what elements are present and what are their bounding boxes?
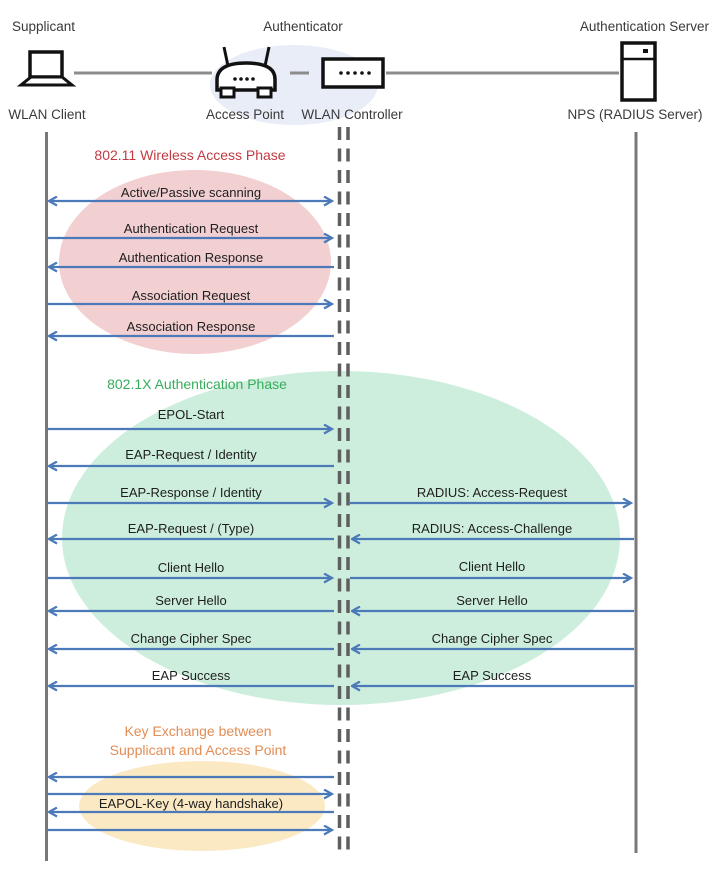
msg-epol-start: EPOL-Start	[157, 407, 225, 422]
msg-change-cipher-spec-right: Change Cipher Spec	[431, 631, 553, 646]
msg-radius-access-challenge: RADIUS: Access-Challenge	[411, 521, 573, 536]
phase-title-key-exchange-line1: Key Exchange between	[124, 723, 272, 739]
node-label-wlan-client: WLAN Client	[8, 107, 86, 122]
msg-client-hello-right: Client Hello	[458, 559, 526, 574]
msg-eap-success-left: EAP Success	[151, 668, 231, 683]
msg-eap-response-identity: EAP-Response / Identity	[120, 485, 262, 500]
role-authenticator: Authenticator	[263, 19, 343, 34]
msg-active-passive-scanning: Active/Passive scanning	[120, 185, 262, 200]
msg-authentication-response: Authentication Response	[118, 250, 264, 265]
laptop-icon	[21, 52, 72, 85]
msg-radius-access-request: RADIUS: Access-Request	[416, 485, 568, 500]
node-label-nps-radius-server: NPS (RADIUS Server)	[567, 107, 703, 122]
phase-title-wireless-access: 802.11 Wireless Access Phase	[94, 147, 286, 163]
msg-association-response: Association Response	[126, 319, 256, 334]
node-label-wlan-controller: WLAN Controller	[301, 107, 403, 122]
role-supplicant: Supplicant	[12, 19, 76, 34]
phase-title-authentication: 802.1X Authentication Phase	[107, 376, 287, 392]
wlan-controller-icon	[323, 59, 383, 87]
msg-client-hello-left: Client Hello	[157, 560, 225, 575]
msg-eapol-key: EAPOL-Key (4-way handshake)	[98, 796, 284, 811]
phase-title-key-exchange-line2: Supplicant and Access Point	[109, 742, 287, 758]
msg-change-cipher-spec-left: Change Cipher Spec	[130, 631, 252, 646]
msg-server-hello-left: Server Hello	[155, 593, 227, 608]
msg-server-hello-right: Server Hello	[456, 593, 528, 608]
msg-association-request: Association Request	[131, 288, 251, 303]
msg-eap-request-type: EAP-Request / (Type)	[127, 521, 255, 536]
role-authentication-server: Authentication Server	[579, 19, 709, 34]
msg-eap-success-right: EAP Success	[452, 668, 532, 683]
msg-eap-request-identity: EAP-Request / Identity	[125, 447, 257, 462]
server-icon	[622, 43, 655, 100]
msg-authentication-request: Authentication Request	[123, 221, 259, 236]
node-label-access-point: Access Point	[205, 107, 285, 122]
